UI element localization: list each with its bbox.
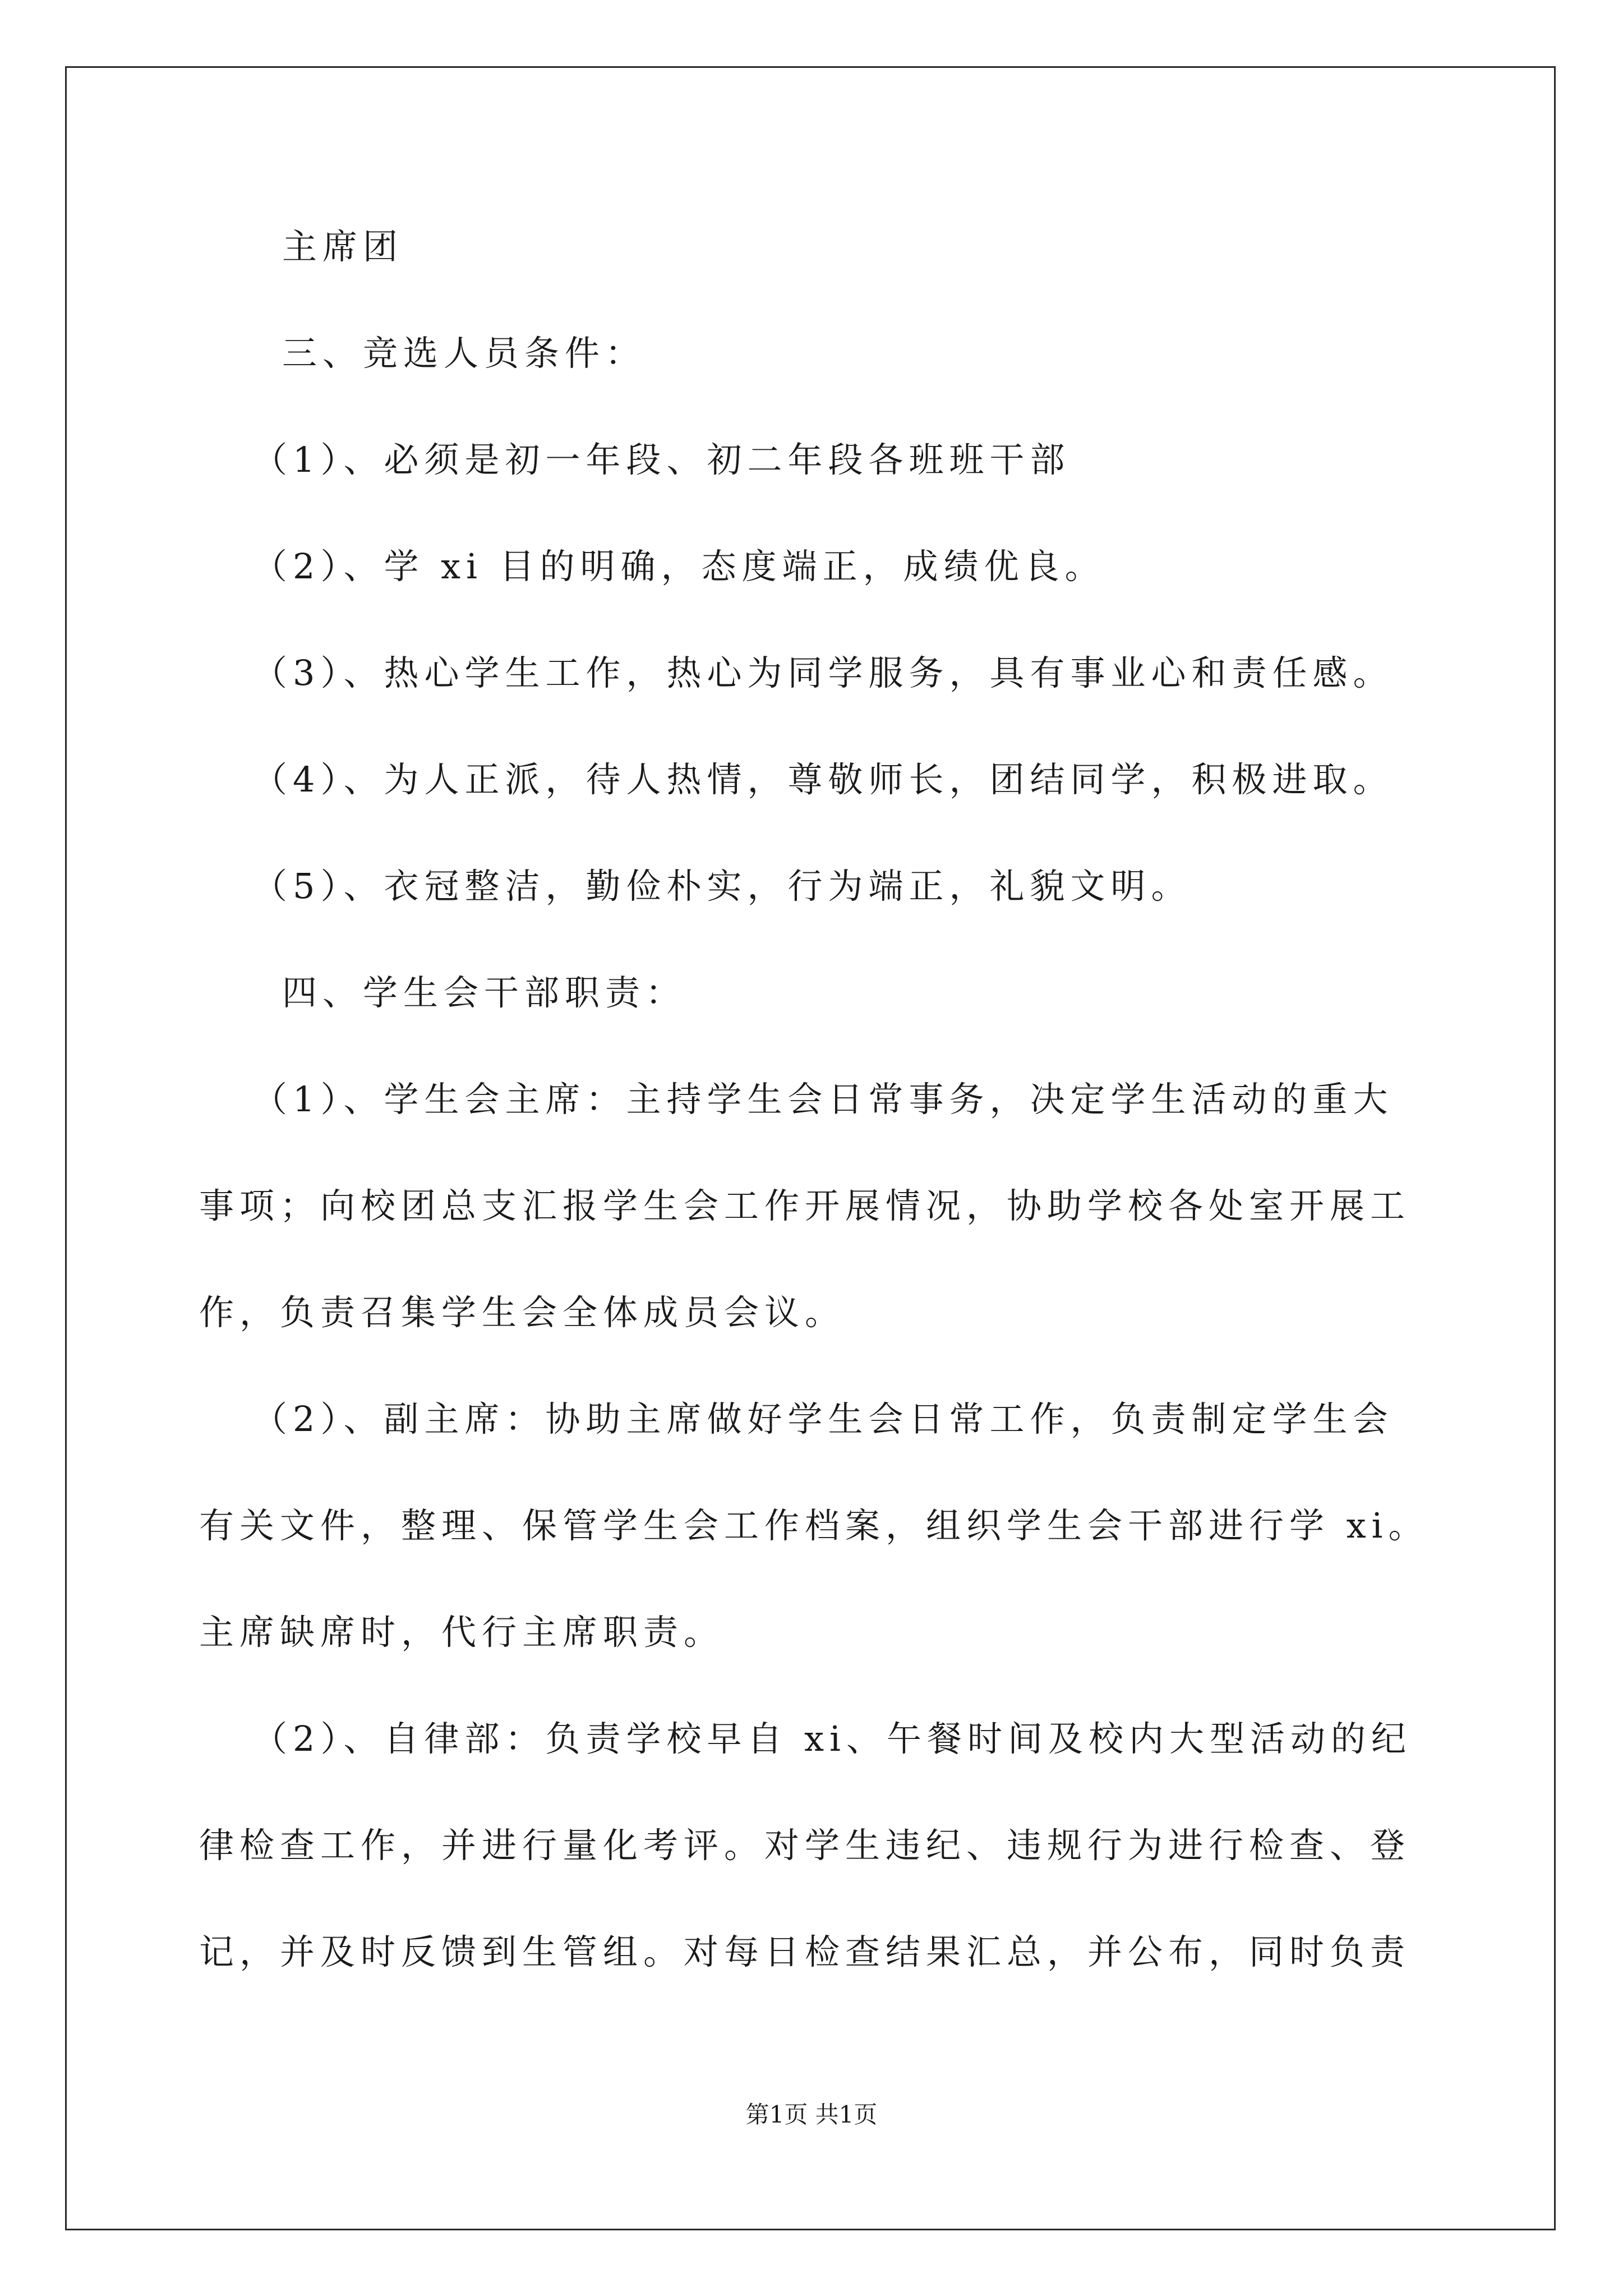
paragraph-line: （1）、学生会主席：主持学生会日常事务，决定学生活动的重大 (252, 1079, 1394, 1120)
paragraph-line: 有关文件，整理、保管学生会工作档案，组织学生会干部进行学 xi。 (199, 1505, 1429, 1546)
section-heading-4: 四、学生会干部职责： (282, 972, 686, 1013)
paragraph-line: 主席缺席时，代行主席职责。 (199, 1612, 725, 1653)
paragraph-line: （2）、副主席：协助主席做好学生会日常工作，负责制定学生会 (252, 1398, 1394, 1439)
list-item: （5）、衣冠整洁，勤俭朴实，行为端正，礼貌文明。 (252, 866, 1192, 907)
list-item: （2）、学 xi 目的明确，态度端正，成绩优良。 (252, 546, 1105, 587)
list-item: （3）、热心学生工作，热心为同学服务，具有事业心和责任感。 (252, 652, 1394, 693)
page-border (65, 66, 1556, 2230)
list-item: （1）、必须是初一年段、初二年段各班班干部 (252, 439, 1071, 480)
paragraph-line: 记，并及时反馈到生管组。对每日检查结果汇总，并公布，同时负责 (199, 1931, 1411, 1972)
paragraph-line: 事项；向校团总支汇报学生会工作开展情况，协助学校各处室开展工 (199, 1185, 1411, 1226)
paragraph-line: （2）、自律部：负责学校早自 xi、午餐时间及校内大型活动的纪 (252, 1718, 1412, 1759)
section-title-presidium: 主席团 (282, 226, 404, 267)
list-item: （4）、为人正派，待人热情，尊敬师长，团结同学，积极进取。 (252, 759, 1394, 800)
paragraph-line: 律检查工作，并进行量化考评。对学生违纪、违规行为进行检查、登 (199, 1825, 1411, 1866)
paragraph-line: 作，负责召集学生会全体成员会议。 (199, 1292, 846, 1333)
section-heading-3: 三、竞选人员条件： (282, 333, 646, 374)
page-number-footer: 第1页 共1页 (745, 2101, 878, 2128)
